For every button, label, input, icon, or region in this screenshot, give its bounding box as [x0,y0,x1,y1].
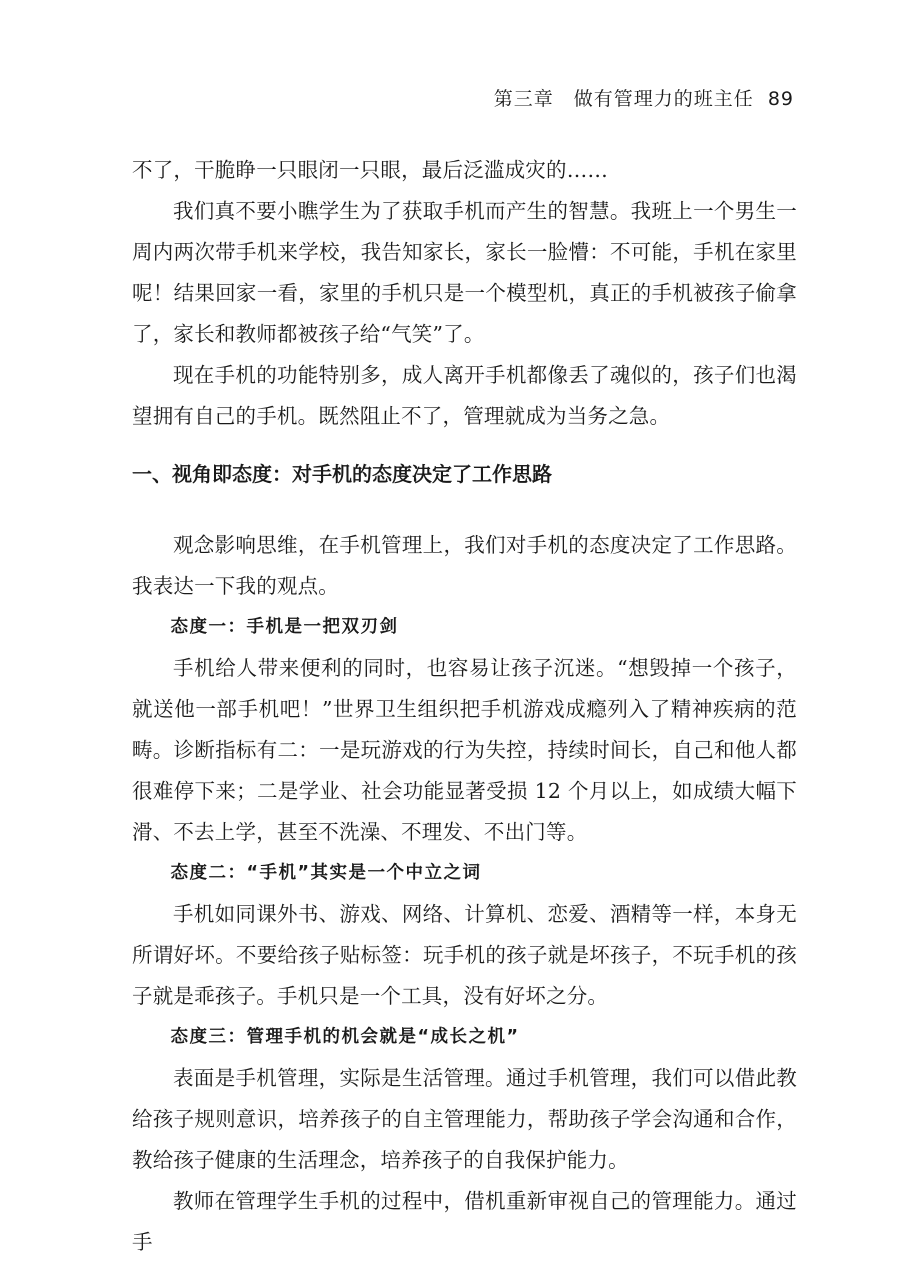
page-number: 89 [767,88,794,110]
body-text [132,150,797,1263]
section-heading: 一、视角即态度：对手机的态度决定了工作思路 [132,462,552,486]
attitude-heading-1: 态度一：手机是一把双刃剑 [170,617,399,637]
paragraph: 表面是手机管理，实际是生活管理。通过手机管理，我们可以借此教给孩子规则意识，培养孩子的自主管理能力，帮助孩子学会沟通和合作，教给孩子健康的生活理念，培养孩子的自我保护能力。 [132,1066,797,1172]
paragraph: 现在手机的功能特别多，成人离开手机都像丢了魂似的，孩子们也渴望拥有自己的手机。既然阻止不了，管理就成为当务之急。 [132,363,797,428]
running-header [494,84,794,111]
paragraph: 教师在管理学生手机的过程中，借机重新审视自己的管理能力。通过手 [132,1189,797,1254]
paragraph: 手机给人带来便利的同时，也容易让孩子沉迷。“想毁掉一个孩子，就送他一部手机吧！”世界卫生组织把手机游戏成瘾列入了精神疾病的范畴。诊断指标有二：一是玩游戏的行为失控，持续时间长，自己和他人都很难停下来；二是学业、社会功能显著受损 12 个月以上，如成绩大幅下滑、不去上学，甚至不洗澡、不理发、不出门等。 [132,656,797,844]
paragraph: 观念影响思维，在手机管理上，我们对手机的态度决定了工作思路。我表达一下我的观点。 [132,533,797,598]
paragraph: 不了，干脆睁一只眼闭一只眼，最后泛滥成灾的…… [132,158,609,182]
attitude-heading-2: 态度二：“手机”其实是一个中立之词 [170,863,482,883]
attitude-heading-3: 态度三：管理手机的机会就是“成长之机” [170,1027,520,1047]
paragraph: 手机如同课外书、游戏、网络、计算机、恋爱、酒精等一样，本身无所谓好坏。不要给孩子贴标签：玩手机的孩子就是坏孩子，不玩手机的孩子就是乖孩子。手机只是一个工具，没有好坏之分。 [132,902,797,1008]
paragraph: 我们真不要小瞧学生为了获取手机而产生的智慧。我班上一个男生一周内两次带手机来学校，我告知家长，家长一脸懵：不可能，手机在家里呢！结果回家一看，家里的手机只是一个模型机，真正的手机被孩子偷拿了，家长和教师都被孩子给“气笑”了。 [132,199,797,346]
chapter-title: 第三章 做有管理力的班主任 [493,88,754,110]
